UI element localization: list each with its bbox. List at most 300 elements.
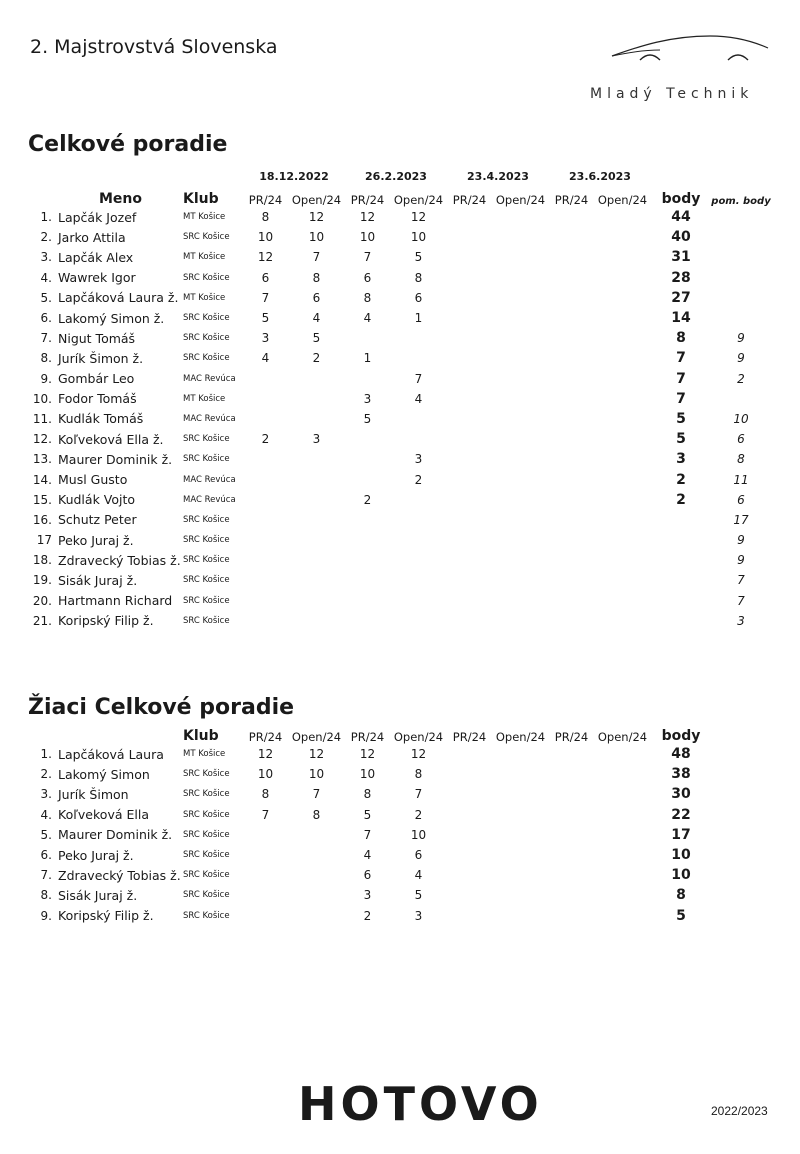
table-row [22, 490, 771, 510]
total-points: 27 [671, 289, 691, 306]
score-open24 [594, 865, 651, 885]
score-open24 [594, 288, 651, 308]
score-pr24: 3 [363, 888, 372, 903]
score-open24 [594, 490, 651, 510]
header-pr24: PR/24 [554, 730, 589, 744]
score-open24 [594, 308, 651, 328]
header-pr24: PR/24 [452, 730, 487, 744]
score-pr24 [447, 825, 492, 845]
score-pr24 [345, 469, 390, 489]
auxiliary-points: 11 [733, 472, 749, 487]
score-pr24 [549, 570, 594, 590]
score-open24: 6 [414, 290, 423, 305]
score-open24 [492, 865, 549, 885]
competitor-name: Jurík Šimon ž. [58, 350, 144, 366]
competitor-name: Schutz Peter [58, 512, 137, 528]
score-open24 [492, 906, 549, 926]
score-open24 [390, 591, 447, 611]
score-pr24: 2 [363, 908, 372, 923]
rank-number: 19. [32, 573, 52, 588]
score-pr24: 7 [363, 827, 372, 842]
score-open24 [288, 885, 345, 905]
score-pr24: 5 [363, 411, 372, 426]
score-open24: 8 [312, 807, 321, 822]
score-pr24 [549, 207, 594, 227]
score-pr24 [549, 744, 594, 764]
score-pr24: 2 [261, 432, 270, 447]
score-open24: 3 [414, 908, 423, 923]
score-pr24: 5 [261, 311, 270, 326]
competitor-name: Fodor Tomáš [58, 391, 137, 407]
rank-number: 7. [40, 331, 52, 346]
brand-name: Mladý Technik [590, 86, 754, 102]
score-open24 [288, 591, 345, 611]
score-pr24: 10 [257, 230, 274, 245]
score-open24 [492, 389, 549, 409]
score-open24 [594, 764, 651, 784]
score-open24: 12 [410, 210, 427, 225]
score-pr24 [549, 845, 594, 865]
score-open24 [594, 449, 651, 469]
score-pr24 [549, 611, 594, 631]
table-row [22, 885, 771, 905]
score-pr24 [447, 389, 492, 409]
overall-title: Celkové poradie [28, 132, 228, 157]
competitor-name: Kudlák Tomáš [58, 411, 144, 427]
competitor-name: Gombár Leo [58, 371, 135, 387]
auxiliary-points: 2 [737, 371, 745, 386]
total-points: 17 [671, 826, 691, 843]
score-pr24 [243, 906, 288, 926]
score-open24 [594, 469, 651, 489]
score-pr24 [549, 409, 594, 429]
competitor-name: Lakomý Simon [58, 766, 150, 782]
header-pr24: PR/24 [350, 730, 385, 744]
score-open24 [594, 247, 651, 267]
club-name: SRC Košice [183, 615, 230, 626]
score-pr24 [243, 449, 288, 469]
total-points [651, 570, 711, 590]
overall-table [22, 167, 771, 631]
score-open24 [594, 550, 651, 570]
score-pr24 [549, 591, 594, 611]
document-title: 2. Majstrovstvá Slovenska [30, 36, 278, 58]
auxiliary-points [711, 744, 771, 764]
header-club: Klub [183, 191, 219, 207]
rank-number: 1. [40, 210, 52, 225]
rank-number: 17 [36, 533, 52, 548]
total-points: 7 [676, 350, 686, 367]
table-row [22, 591, 771, 611]
score-pr24 [243, 530, 288, 550]
total-points: 5 [676, 431, 686, 448]
score-pr24 [345, 550, 390, 570]
score-open24 [594, 885, 651, 905]
score-open24: 10 [308, 230, 325, 245]
column-header-row [22, 185, 771, 207]
score-open24 [288, 409, 345, 429]
score-open24: 8 [414, 767, 423, 782]
score-open24 [492, 247, 549, 267]
score-pr24 [549, 805, 594, 825]
auxiliary-points [711, 268, 771, 288]
score-open24 [594, 429, 651, 449]
score-open24 [594, 570, 651, 590]
score-open24 [390, 490, 447, 510]
total-points [651, 550, 711, 570]
club-name: SRC Košice [183, 769, 230, 780]
total-points: 7 [676, 370, 686, 387]
score-open24: 3 [414, 452, 423, 467]
score-open24: 1 [414, 311, 423, 326]
score-open24 [594, 348, 651, 368]
score-open24 [492, 328, 549, 348]
score-open24: 10 [410, 230, 427, 245]
competitor-name: Jurík Šimon [58, 786, 129, 802]
score-pr24 [447, 429, 492, 449]
score-open24 [492, 288, 549, 308]
club-name: SRC Košice [183, 353, 230, 364]
score-pr24 [549, 865, 594, 885]
score-open24 [492, 805, 549, 825]
pupils-title: Žiaci Celkové poradie [28, 695, 295, 720]
score-open24 [390, 550, 447, 570]
event-date: 18.12.2022 [259, 169, 329, 183]
score-open24 [390, 409, 447, 429]
score-pr24 [549, 268, 594, 288]
auxiliary-points: 9 [737, 351, 745, 366]
score-open24: 4 [414, 391, 423, 406]
auxiliary-points: 17 [733, 512, 749, 527]
score-open24 [390, 328, 447, 348]
score-open24 [288, 906, 345, 926]
club-name: SRC Košice [183, 232, 230, 243]
rank-number: 4. [40, 270, 52, 285]
score-open24 [492, 570, 549, 590]
auxiliary-points: 6 [737, 492, 745, 507]
score-open24: 5 [414, 888, 423, 903]
score-pr24 [345, 611, 390, 631]
score-open24 [594, 268, 651, 288]
auxiliary-points [711, 288, 771, 308]
hotovo-logo: HOTOVO [298, 1077, 543, 1131]
score-pr24 [345, 429, 390, 449]
score-pr24 [447, 591, 492, 611]
header-open24: Open/24 [597, 193, 648, 207]
score-pr24 [447, 469, 492, 489]
auxiliary-points [711, 308, 771, 328]
auxiliary-points [711, 845, 771, 865]
auxiliary-points [711, 825, 771, 845]
rank-number: 15. [32, 492, 52, 507]
header-open24: Open/24 [393, 730, 444, 744]
score-pr24 [447, 247, 492, 267]
score-open24 [492, 591, 549, 611]
total-points: 10 [671, 847, 691, 864]
total-points [651, 591, 711, 611]
score-pr24 [243, 570, 288, 590]
club-name: SRC Košice [183, 313, 230, 324]
club-name: SRC Košice [183, 555, 230, 566]
rank-number: 6. [40, 848, 52, 863]
score-open24 [288, 865, 345, 885]
score-pr24 [243, 389, 288, 409]
score-pr24 [345, 530, 390, 550]
score-open24 [492, 764, 549, 784]
total-points [651, 510, 711, 530]
score-pr24: 8 [363, 290, 372, 305]
score-pr24 [447, 510, 492, 530]
competitor-name: Zdravecký Tobias ž. [58, 867, 181, 883]
score-open24 [288, 449, 345, 469]
total-points: 28 [671, 269, 691, 286]
club-name: SRC Košice [183, 333, 230, 344]
rank-number: 3. [40, 250, 52, 265]
score-pr24 [549, 906, 594, 926]
event-date: 23.6.2023 [569, 169, 631, 183]
score-pr24 [345, 510, 390, 530]
score-open24: 2 [414, 472, 423, 487]
club-name: SRC Košice [183, 575, 230, 586]
score-pr24 [447, 845, 492, 865]
auxiliary-points: 9 [737, 533, 745, 548]
score-pr24 [345, 591, 390, 611]
rank-number: 11. [32, 411, 52, 426]
header-body: body [661, 191, 701, 207]
rank-number: 5. [40, 827, 52, 842]
rank-number: 7. [40, 868, 52, 883]
score-pr24: 6 [363, 270, 372, 285]
rank-number: 4. [40, 807, 52, 822]
score-pr24 [447, 328, 492, 348]
header-open24: Open/24 [597, 730, 648, 744]
table-row [22, 906, 771, 926]
header-pr24: PR/24 [554, 193, 589, 207]
score-open24 [594, 784, 651, 804]
club-name: MT Košice [183, 212, 226, 223]
score-pr24 [549, 429, 594, 449]
score-pr24: 8 [261, 210, 270, 225]
score-open24: 5 [414, 250, 423, 265]
score-open24: 12 [410, 747, 427, 762]
auxiliary-points [711, 784, 771, 804]
score-pr24 [447, 308, 492, 328]
score-open24 [288, 369, 345, 389]
score-pr24 [447, 865, 492, 885]
table-row [22, 409, 771, 429]
score-open24 [390, 570, 447, 590]
auxiliary-points [711, 885, 771, 905]
score-pr24 [243, 510, 288, 530]
score-open24 [492, 611, 549, 631]
club-name: MT Košice [183, 393, 226, 404]
header-pr24: PR/24 [350, 193, 385, 207]
competitor-name: Koľveková Ella ž. [58, 431, 164, 447]
rank-number: 18. [32, 553, 52, 568]
competitor-name: Musl Gusto [58, 472, 128, 488]
table-row [22, 825, 771, 845]
score-open24 [492, 744, 549, 764]
table-row [22, 510, 771, 530]
score-pr24 [447, 744, 492, 764]
header-pom-body: pom. body [711, 196, 771, 207]
header-open24: Open/24 [393, 193, 444, 207]
score-pr24 [549, 247, 594, 267]
table-row [22, 469, 771, 489]
auxiliary-points [711, 764, 771, 784]
table-row [22, 764, 771, 784]
score-pr24: 4 [363, 311, 372, 326]
score-open24 [594, 744, 651, 764]
score-pr24 [243, 369, 288, 389]
score-pr24 [345, 328, 390, 348]
club-name: MAC Revúca [183, 474, 236, 485]
score-pr24: 6 [261, 270, 270, 285]
table-row [22, 207, 771, 227]
competitor-name: Koripský Filip ž. [58, 613, 154, 629]
score-pr24 [447, 764, 492, 784]
auxiliary-points [711, 805, 771, 825]
auxiliary-points [711, 247, 771, 267]
score-pr24 [447, 530, 492, 550]
score-pr24 [549, 328, 594, 348]
score-pr24 [447, 805, 492, 825]
score-pr24 [447, 490, 492, 510]
competitor-name: Zdravecký Tobias ž. [58, 552, 181, 568]
score-pr24 [447, 268, 492, 288]
score-open24 [492, 825, 549, 845]
score-open24 [390, 510, 447, 530]
score-pr24 [345, 570, 390, 590]
auxiliary-points: 7 [737, 573, 745, 588]
score-pr24 [345, 369, 390, 389]
score-open24 [492, 490, 549, 510]
score-pr24: 4 [261, 351, 270, 366]
club-name: SRC Košice [183, 910, 230, 921]
score-pr24: 1 [363, 351, 372, 366]
score-open24 [492, 348, 549, 368]
rank-number: 9. [40, 908, 52, 923]
rank-number: 9. [40, 371, 52, 386]
auxiliary-points [711, 227, 771, 247]
score-pr24: 6 [363, 868, 372, 883]
total-points [651, 611, 711, 631]
club-name: SRC Košice [183, 434, 230, 445]
auxiliary-points: 7 [737, 593, 745, 608]
score-open24 [492, 530, 549, 550]
score-open24 [492, 550, 549, 570]
score-open24 [492, 429, 549, 449]
score-open24 [288, 389, 345, 409]
score-pr24: 2 [363, 492, 372, 507]
auxiliary-points: 6 [737, 432, 745, 447]
score-open24: 3 [312, 432, 321, 447]
score-open24 [594, 510, 651, 530]
header-name: Meno [98, 191, 142, 207]
club-name: SRC Košice [183, 809, 230, 820]
score-open24 [288, 825, 345, 845]
score-pr24 [549, 510, 594, 530]
score-pr24 [243, 845, 288, 865]
score-pr24: 7 [261, 807, 270, 822]
competitor-name: Wawrek Igor [58, 270, 136, 286]
competitor-name: Peko Juraj ž. [58, 532, 134, 548]
header-open24: Open/24 [495, 730, 546, 744]
total-points: 40 [671, 229, 691, 246]
score-open24 [594, 906, 651, 926]
rank-number: 1. [40, 747, 52, 762]
table-row [22, 308, 771, 328]
score-pr24 [549, 449, 594, 469]
score-pr24: 5 [363, 807, 372, 822]
table-row [22, 845, 771, 865]
score-pr24 [549, 227, 594, 247]
score-open24 [594, 825, 651, 845]
club-name: SRC Košice [183, 535, 230, 546]
auxiliary-points [711, 906, 771, 926]
header-body: body [661, 728, 701, 744]
total-points: 48 [671, 746, 691, 763]
score-open24 [390, 429, 447, 449]
score-pr24: 10 [257, 767, 274, 782]
score-pr24 [345, 449, 390, 469]
score-pr24: 3 [363, 391, 372, 406]
club-name: MAC Revúca [183, 373, 236, 384]
score-open24 [594, 369, 651, 389]
score-pr24 [549, 308, 594, 328]
score-open24 [492, 449, 549, 469]
competitor-name: Koľveková Ella [58, 807, 149, 823]
total-points [651, 530, 711, 550]
score-open24 [288, 490, 345, 510]
header-open24: Open/24 [291, 193, 342, 207]
score-pr24: 12 [359, 210, 376, 225]
total-points: 10 [671, 867, 691, 884]
score-pr24 [243, 865, 288, 885]
score-pr24: 4 [363, 848, 372, 863]
score-open24: 12 [308, 747, 325, 762]
score-open24: 7 [414, 371, 423, 386]
table-row [22, 369, 771, 389]
table-row [22, 744, 771, 764]
competitor-name: Sisák Juraj ž. [58, 572, 138, 588]
score-open24 [594, 409, 651, 429]
club-name: SRC Košice [183, 514, 230, 525]
score-pr24 [447, 207, 492, 227]
rank-number: 2. [40, 230, 52, 245]
rank-number: 10. [32, 391, 52, 406]
competitor-name: Lapčáková Laura ž. [58, 290, 179, 306]
score-open24 [390, 348, 447, 368]
score-pr24 [549, 885, 594, 905]
table-row [22, 550, 771, 570]
score-pr24 [549, 369, 594, 389]
score-open24 [492, 885, 549, 905]
total-points: 5 [676, 410, 686, 427]
score-pr24: 7 [363, 250, 372, 265]
score-pr24 [447, 348, 492, 368]
score-open24 [594, 328, 651, 348]
score-open24 [492, 784, 549, 804]
table-row [22, 247, 771, 267]
table-row [22, 784, 771, 804]
score-open24: 5 [312, 331, 321, 346]
competitor-name: Peko Juraj ž. [58, 847, 134, 863]
table-row [22, 449, 771, 469]
score-pr24 [243, 825, 288, 845]
score-pr24 [447, 784, 492, 804]
score-open24 [594, 805, 651, 825]
